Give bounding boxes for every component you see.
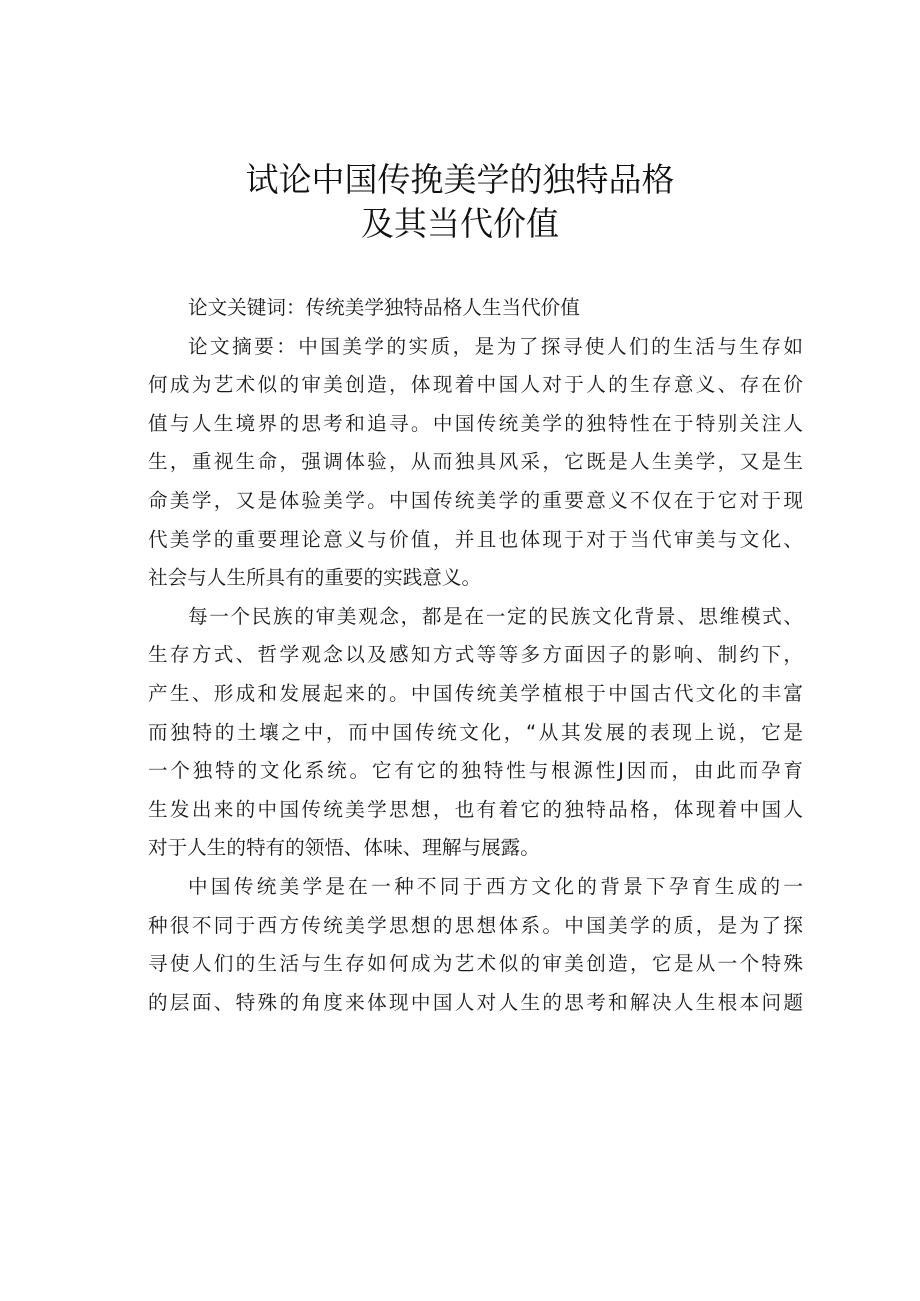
body-paragraph-3 bbox=[148, 868, 803, 1022]
title-line-1: 试论中国传挽美学的独特品格 bbox=[245, 160, 675, 199]
document-title bbox=[0, 158, 920, 246]
abstract-line: 代美学的重要理论意义与价值，并且也体现于对于当代审美与文化、 bbox=[148, 527, 803, 551]
paragraph-line: 产生、形成和发展起来的。中国传统美学植根于中国古代文化的丰富 bbox=[148, 681, 803, 705]
title-line-2: 及其当代价值 bbox=[361, 204, 559, 243]
paragraph-line: 的层面、特殊的角度来体现中国人对人生的思考和解决人生根本问题 bbox=[148, 990, 803, 1014]
document-body bbox=[148, 289, 803, 1022]
paragraph-line: 种很不同于西方传统美学思想的思想体系。中国美学的质，是为了探 bbox=[148, 913, 803, 937]
paragraph-line: 而独特的土壤之中，而中国传统文化，“从其发展的表现上说，它是 bbox=[148, 720, 803, 744]
paragraph-line: 寻使人们的生活与生存如何成为艺术似的审美创造，它是从一个特殊 bbox=[148, 952, 803, 976]
abstract-line: 生，重视生命，强调体验，从而独具风采，它既是人生美学，又是生 bbox=[148, 450, 803, 474]
paragraph-line: 生存方式、哲学观念以及感知方式等等多方面因子的影响、制约下， bbox=[148, 643, 803, 667]
keywords-paragraph bbox=[148, 289, 803, 328]
paragraph-line: 生发出来的中国传统美学思想，也有着它的独特品格，体现着中国人 bbox=[148, 797, 803, 821]
paragraph-line: 对于人生的特有的领悟、体味、理解与展露。 bbox=[148, 836, 540, 860]
paragraph-line: 一个独特的文化系统。它有它的独特性与根源性J因而，由此而孕育 bbox=[148, 759, 803, 783]
abstract-line: 社会与人生所具有的重要的实践意义。 bbox=[148, 566, 482, 590]
abstract-line: 何成为艺术似的审美创造，体现着中国人对于人的生存意义、存在价 bbox=[148, 373, 803, 397]
abstract-paragraph bbox=[148, 328, 803, 598]
abstract-line: 命美学，又是体验美学。中国传统美学的重要意义不仅在于它对于现 bbox=[148, 488, 803, 512]
paragraph-line: 中国传统美学是在一种不同于西方文化的背景下孕育生成的一 bbox=[188, 874, 803, 898]
paragraph-line: 每一个民族的审美观念，都是在一定的民族文化背景、思维模式、 bbox=[188, 604, 803, 628]
body-paragraph-2 bbox=[148, 598, 803, 868]
abstract-line: 论文摘要：中国美学的实质，是为了探寻使人们的生活与生存如 bbox=[188, 334, 803, 358]
abstract-line: 值与人生境界的思考和追寻。中国传统美学的独特性在于特别关注人 bbox=[148, 411, 803, 435]
keywords-line: 论文关键词：传统美学独特品格人生当代价值 bbox=[188, 296, 580, 319]
